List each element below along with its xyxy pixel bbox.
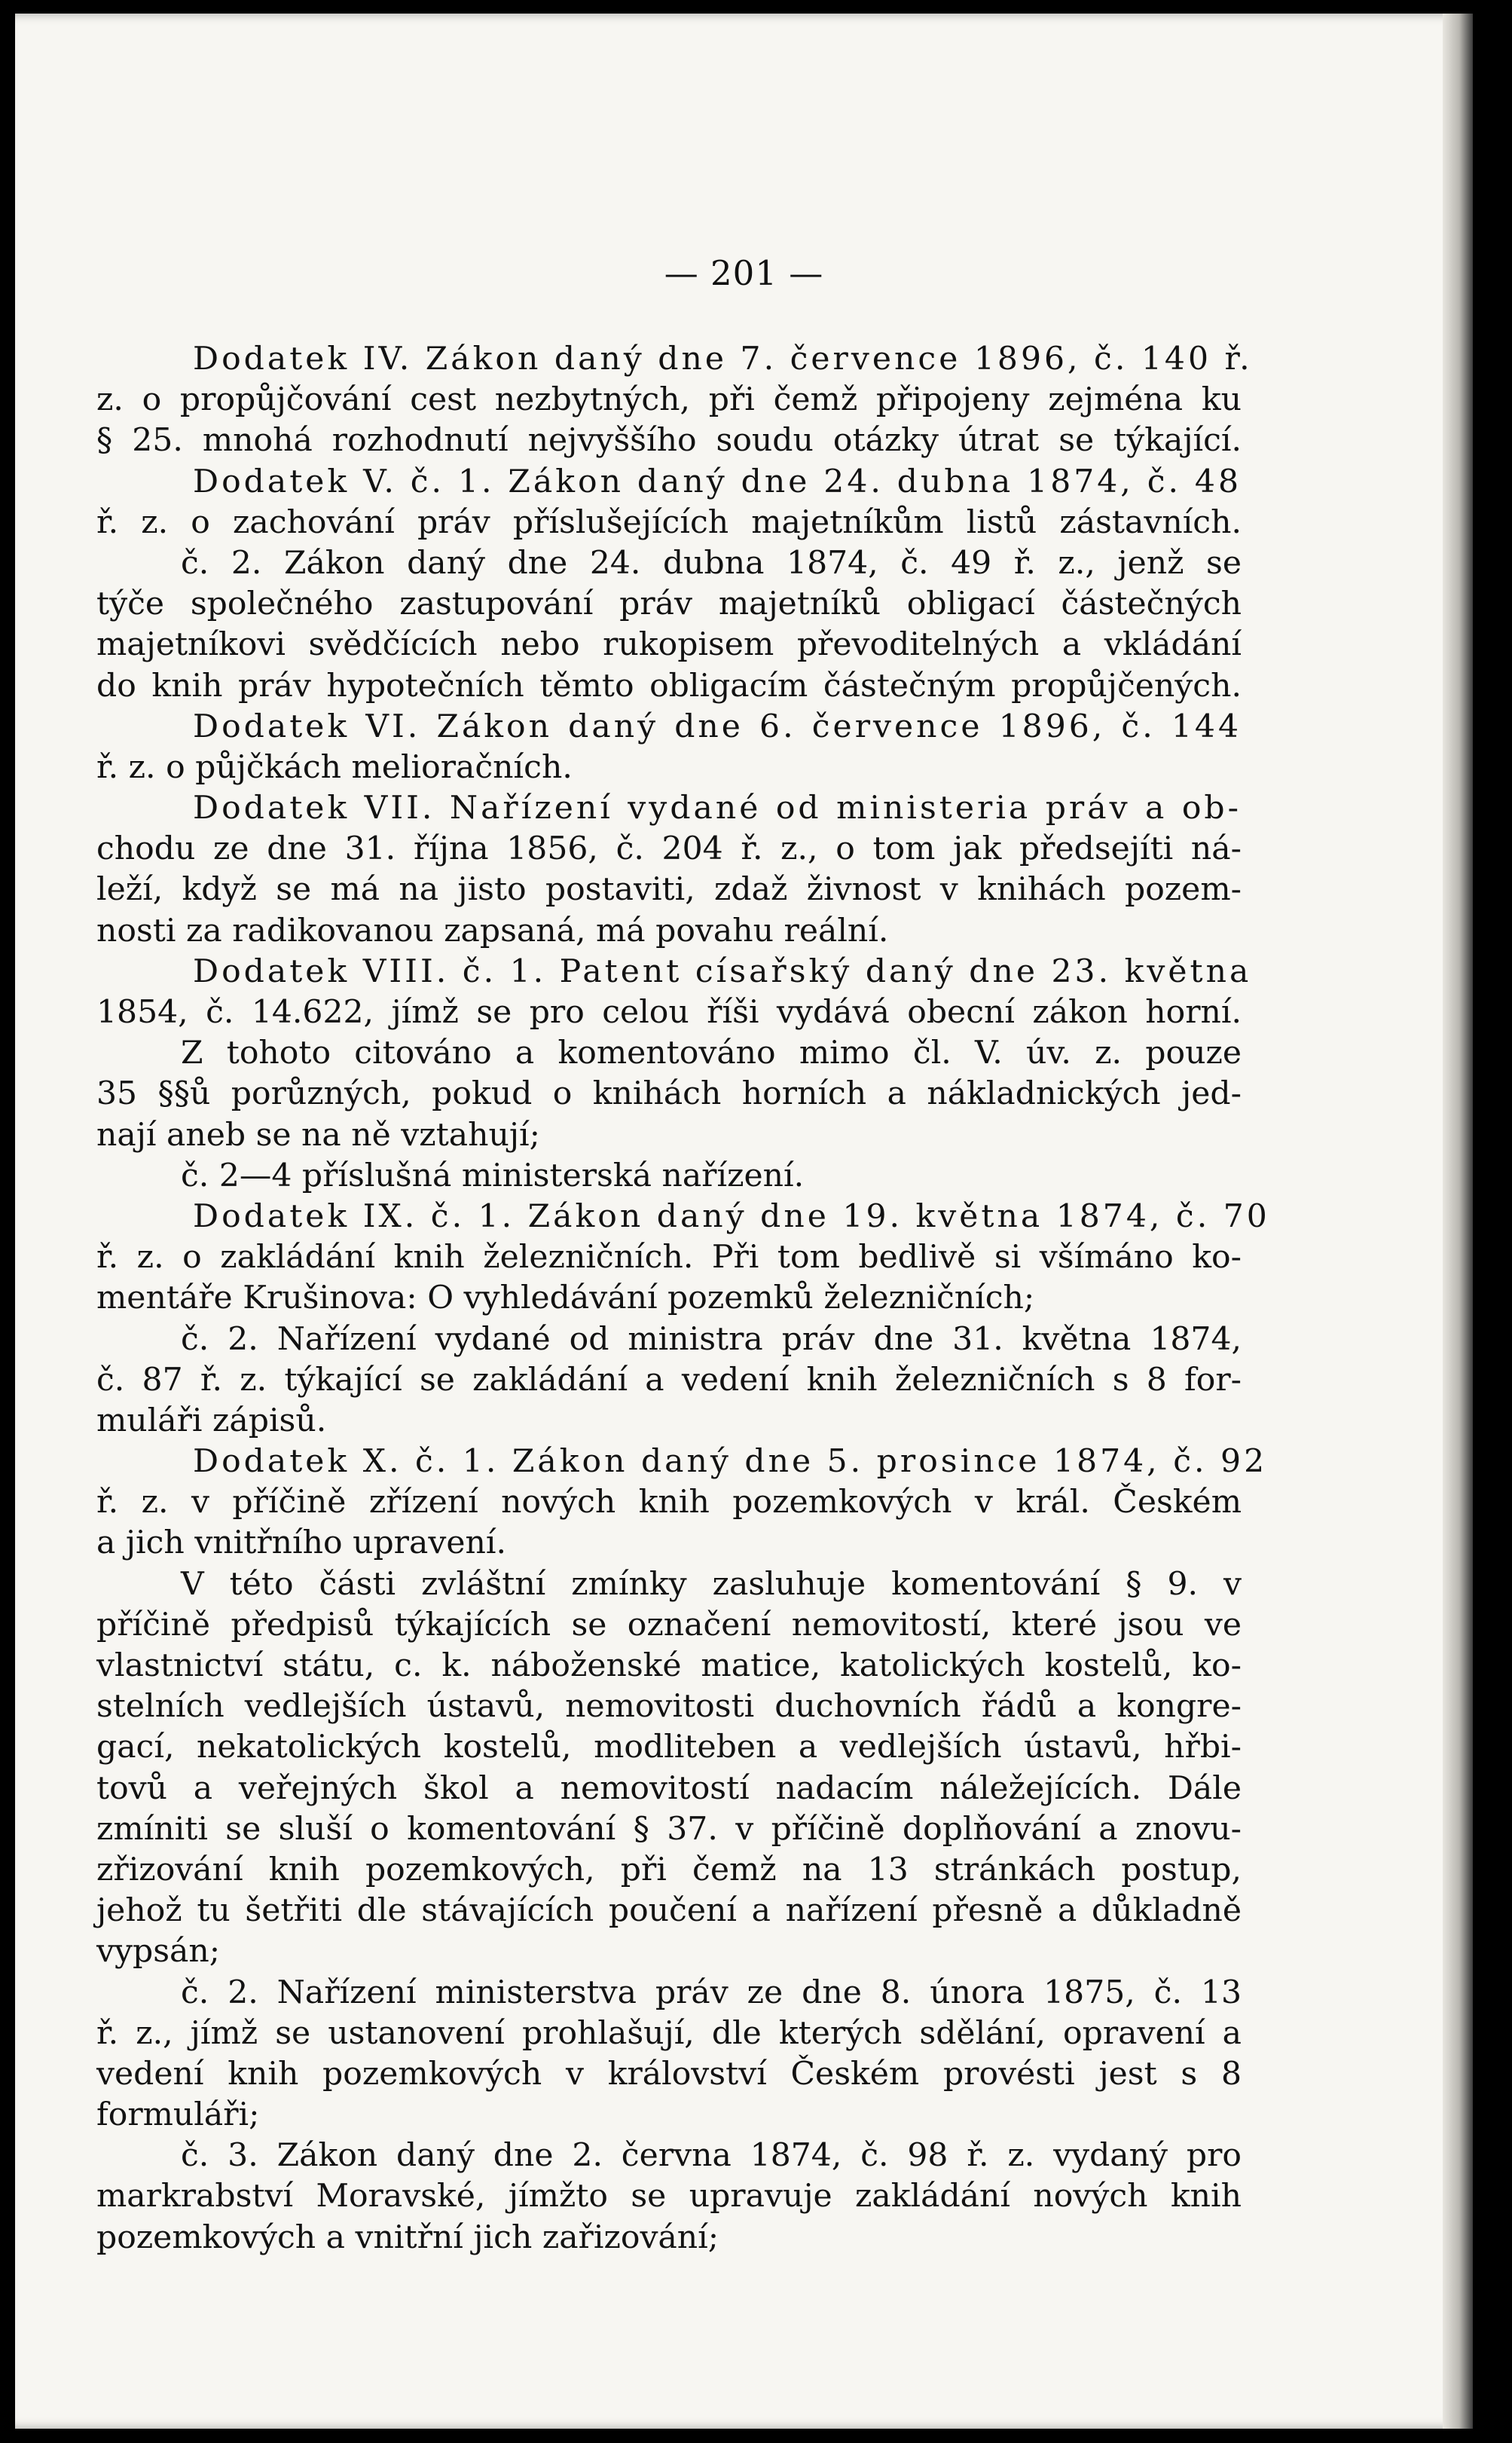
text-line: muláři zápisů. [96,1402,327,1439]
text-line: Dodatek IV. Zákon daný dne 7. července 1896, č. 140 ř. [193,341,1253,378]
text-line: a jich vnitřního upravení. [96,1524,506,1562]
text-line: vedení knih pozemkových v království Českém provésti jest s 8 [96,2055,1242,2093]
text-line: ř. z. o půjčkách melioračních. [96,748,573,786]
text-line: Dodatek IX. č. 1. Zákon daný dne 19. května 1874, č. 70 [193,1197,1270,1235]
text-line: vlastnictví státu, c. k. náboženské matice, katolických kostelů, ko- [96,1647,1242,1684]
book-page [15,14,1473,2429]
text-line: č. 2. Nařízení vydané od ministra práv dne 31. května 1874, [181,1320,1242,1358]
text-line: V této části zvláštní zmínky zasluhuje komentování § 9. v [181,1565,1242,1603]
text-line: Dodatek VIII. č. 1. Patent císařský daný dne 23. května [193,952,1252,990]
page-binding-shadow [1443,14,1473,2429]
text-line: Z tohoto citováno a komentováno mimo čl. V. úv. z. pouze [181,1035,1242,1072]
text-line: ř. z. o zakládání knih železničních. Při tom bedlivě si všímáno ko- [96,1239,1242,1277]
text-line: z. o propůjčování cest nezbytných, při čemž připojeny zejména ku [96,381,1242,419]
text-line: č. 3. Zákon daný dne 2. června 1874, č. 98 ř. z. vydaný pro [181,2137,1242,2175]
text-line: Dodatek VII. Nařízení vydané od ministeria práv a ob- [193,790,1242,827]
text-line: 1854, č. 14.622, jímž se pro celou říši vydává obecní zákon horní. [96,994,1242,1031]
text-line: jehož tu šetřiti dle stávajících poučení a nařízení přesně a důkladně [96,1892,1242,1930]
text-line: zmíniti se sluší o komentování § 37. v příčině doplňování a znovu- [96,1810,1242,1848]
text-line: Dodatek V. č. 1. Zákon daný dne 24. dubna 1874, č. 48 [193,463,1242,500]
text-line: ř. z. o zachování práv příslušejících majetníkům listů zástavních. [96,503,1242,541]
text-line: vypsán; [96,1933,221,1971]
text-line: do knih práv hypotečních těmto obligacím částečným propůjčených. [96,667,1242,705]
text-line: majetníkovi svědčících nebo rukopisem převoditelných a vkládání [96,626,1242,664]
text-line: nají aneb se na ně vztahují; [96,1116,540,1154]
text-line: příčině předpisů týkajících se označení nemovitostí, které jsou ve [96,1606,1242,1643]
text-line: chodu ze dne 31. října 1856, č. 204 ř. z., o tom jak předsejíti ná- [96,830,1242,868]
text-line: Dodatek VI. Zákon daný dne 6. července 1896, č. 144 [193,708,1242,745]
text-line: tovů a veřejných škol a nemovitostí nadacím náležejících. Dále [96,1769,1242,1807]
text-line: č. 2. Nařízení ministerstva práv ze dne 8. února 1875, č. 13 [181,1974,1242,2011]
text-line: Dodatek X. č. 1. Zákon daný dne 5. prosince 1874, č. 92 [193,1443,1268,1481]
text-line: č. 2—4 příslušná ministerská nařízení. [181,1157,805,1194]
text-line: 35 §§ů porůzných, pokud o knihách horních a nákladnických jed- [96,1075,1242,1113]
text-line: č. 87 ř. z. týkající se zakládání a vedení knih železničních s 8 for- [96,1361,1242,1399]
text-line: leží, když se má na jisto postaviti, zdaž živnost v knihách pozem- [96,871,1242,909]
text-line: týče společného zastupování práv majetníků obligací částečných [96,586,1242,623]
text-line: § 25. mnohá rozhodnutí nejvyššího soudu otázky útrat se týkající. [96,422,1242,460]
text-line: gací, nekatolických kostelů, modliteben a vedlejších ústavů, hřbi- [96,1729,1242,1766]
text-line: markrabství Moravské, jímžto se upravuje zakládání nových knih [96,2178,1242,2215]
text-line: stelních vedlejších ústavů, nemovitosti duchovních řádů a kongre- [96,1688,1242,1726]
text-line: ř. z., jímž se ustanovení prohlašují, dle kterých sdělání, opravení a [96,2014,1242,2052]
text-line: č. 2. Zákon daný dne 24. dubna 1874, č. 49 ř. z., jenž se [181,544,1242,582]
text-line: formuláři; [96,2096,260,2134]
text-line: ř. z. v příčině zřízení nových knih pozemkových v král. Českém [96,1484,1242,1521]
text-line: mentáře Krušinova: O vyhledávání pozemků železničních; [96,1280,1035,1317]
page-number: — 201 — [664,253,824,293]
text-line: nosti za radikovanou zapsaná, má povahu reální. [96,912,889,949]
text-line: zřizování knih pozemkových, při čemž na 13 stránkách postup, [96,1851,1242,1888]
body-text [96,339,1270,2258]
text-line: pozemkových a vnitřní jich zařizování; [96,2218,719,2256]
